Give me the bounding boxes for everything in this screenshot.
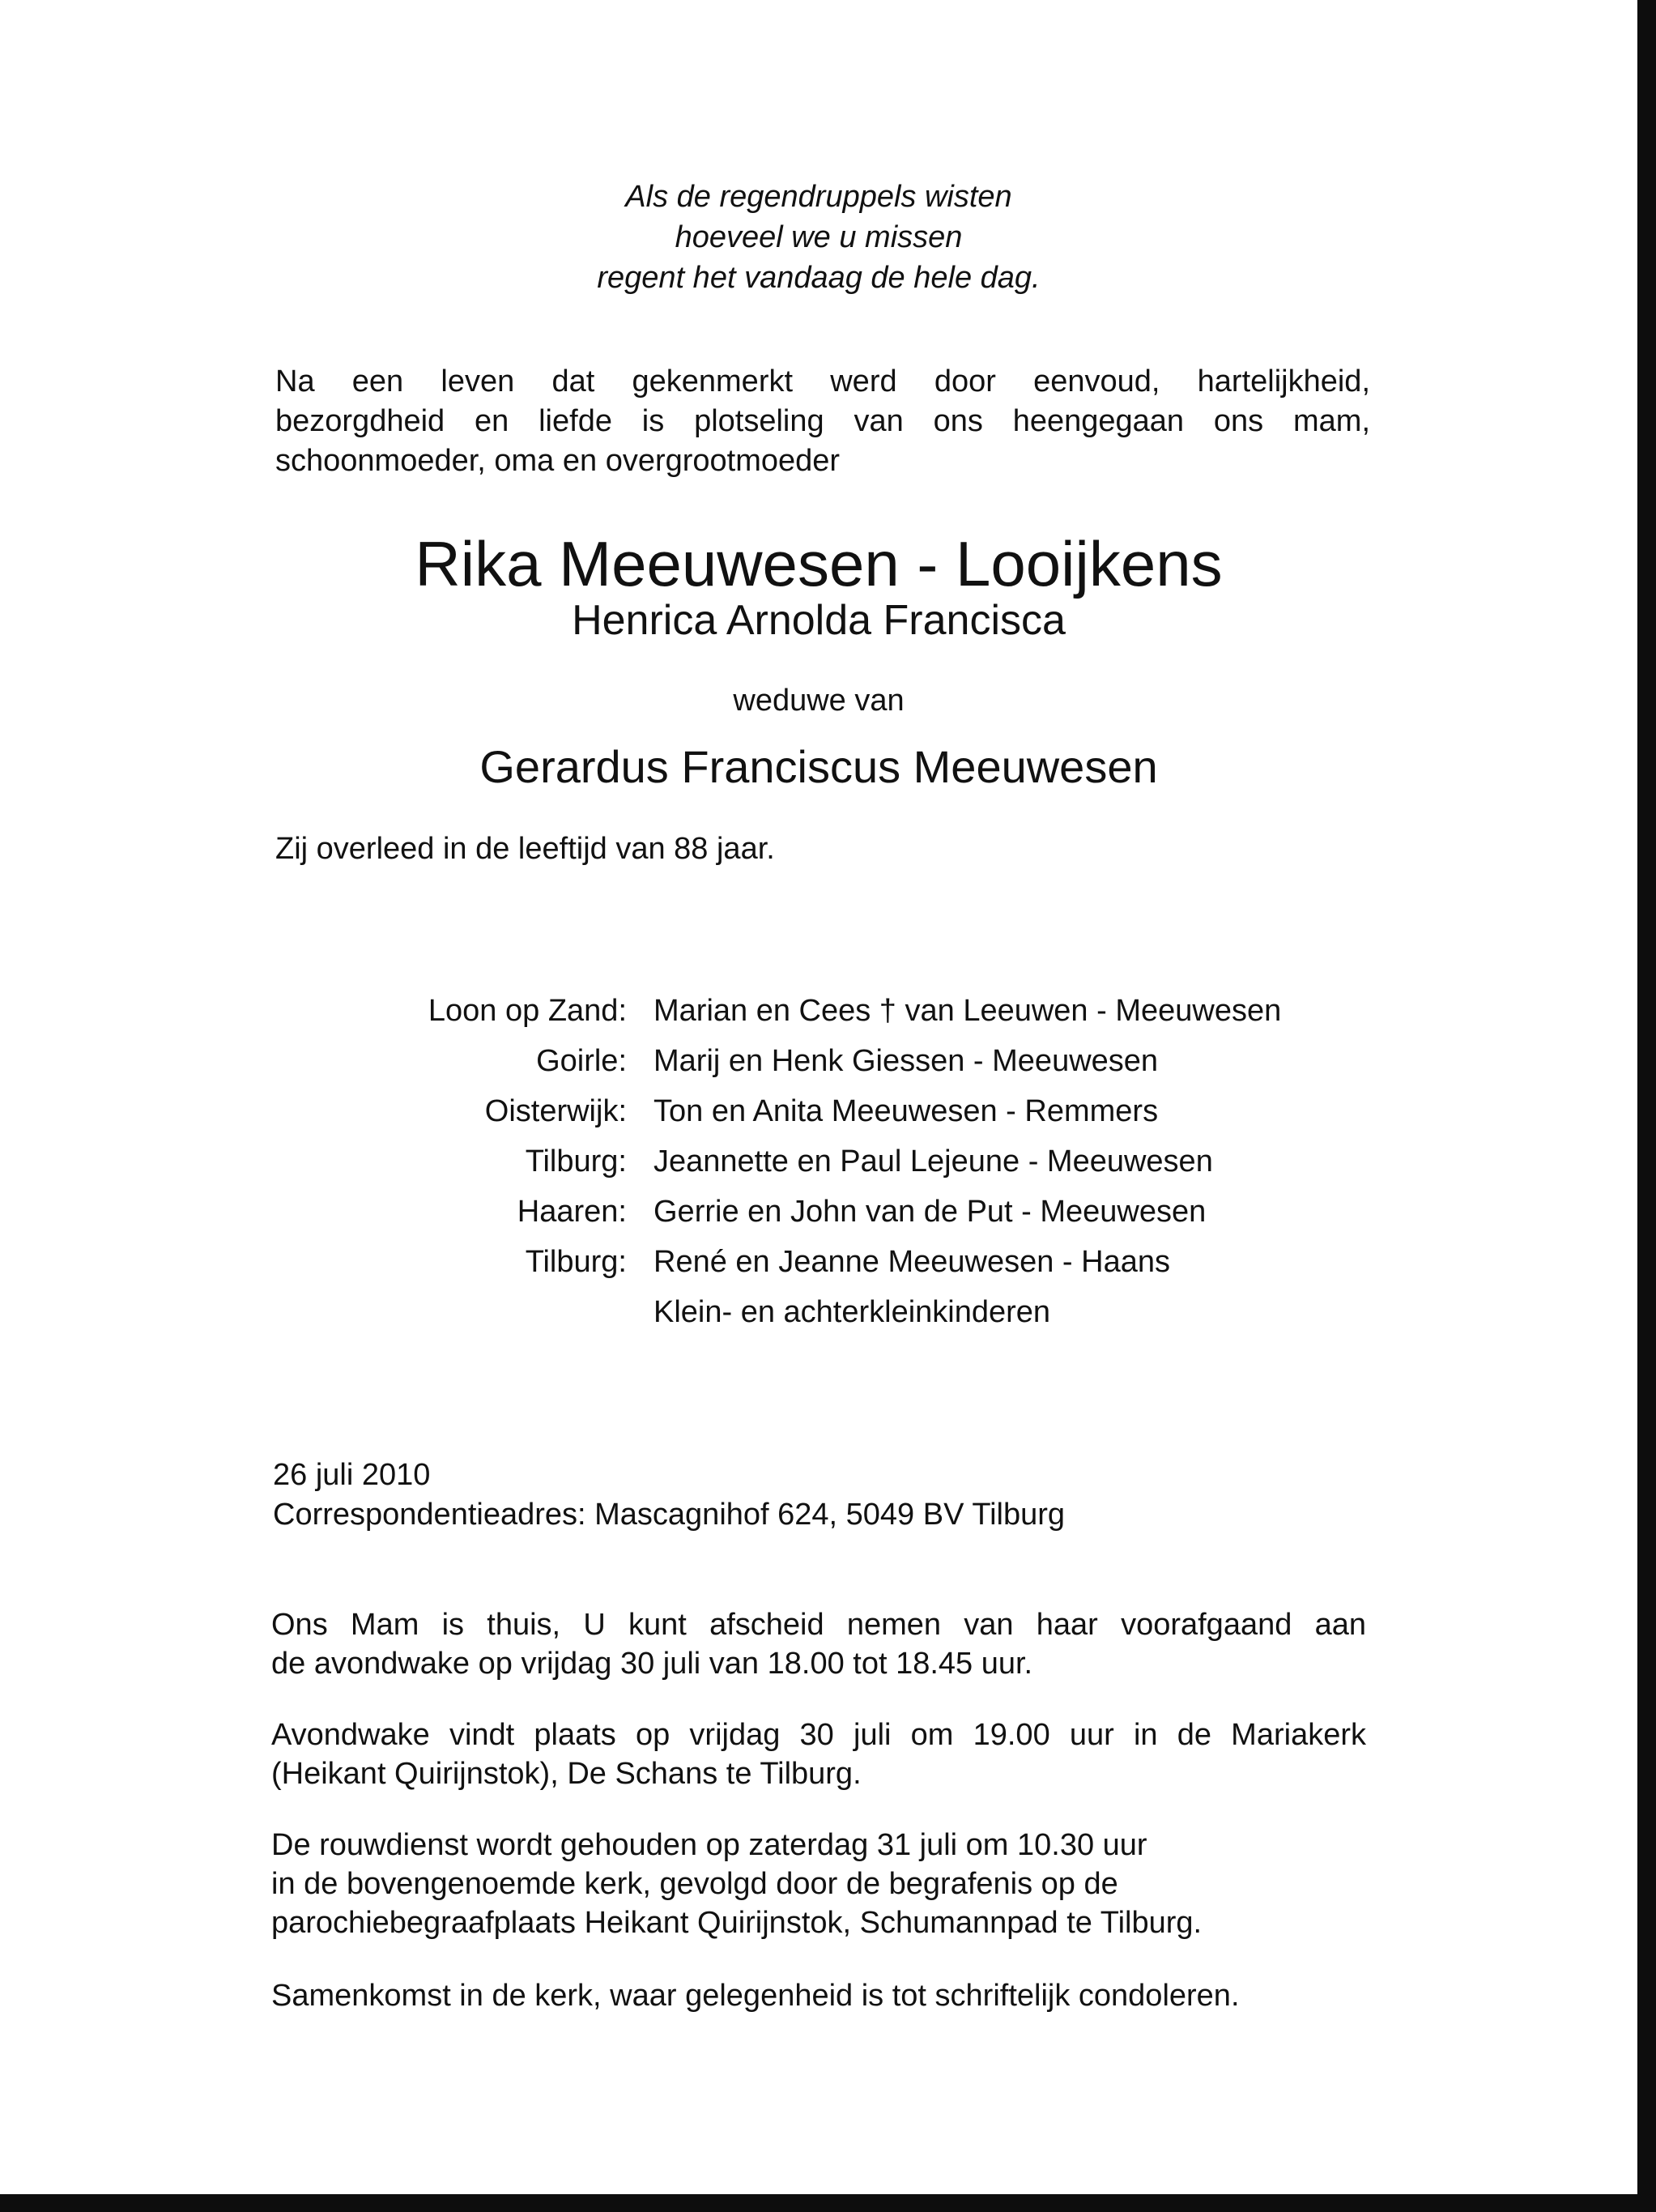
date-address-block — [273, 1455, 1065, 1535]
poem-line: Als de regendruppels wisten — [625, 180, 1012, 214]
date: 26 juli 2010 — [273, 1458, 431, 1492]
paragraph-line: Avondwake vindt plaats op vrijdag 30 juli om 19.00 uur in de Mariakerk — [271, 1718, 1366, 1752]
scan-border-right — [1637, 0, 1656, 2212]
intro-text — [275, 362, 1370, 481]
intro-line: schoonmoeder, oma en overgrootmoeder — [275, 444, 841, 478]
poem — [0, 177, 1637, 298]
family-place: Goirle: — [536, 1044, 627, 1078]
family-row — [0, 1292, 1637, 1342]
paragraph-line: De rouwdienst wordt gehouden op zaterdag 31 juli om 10.30 uur — [271, 1828, 1147, 1862]
widow-label: weduwe van — [733, 684, 905, 718]
intro-line: Na een leven dat gekenmerkt werd door eenvoud, hartelijkheid, — [275, 364, 1370, 399]
family-row — [0, 1191, 1637, 1242]
poem-line: hoeveel we u missen — [675, 220, 963, 254]
family-row — [0, 1141, 1637, 1191]
deceased-name: Rika Meeuwesen - Looijkens — [415, 528, 1223, 599]
family-names: Marian en Cees † van Leeuwen - Meeuwesen — [653, 994, 1282, 1028]
family-place: Oisterwijk: — [484, 1094, 627, 1128]
family-names: Klein- en achterkleinkinderen — [653, 1295, 1051, 1329]
family-names: Marij en Henk Giessen - Meeuwesen — [653, 1044, 1159, 1078]
family-place: Loon op Zand: — [428, 994, 627, 1028]
family-names: Gerrie en John van de Put - Meeuwesen — [653, 1195, 1207, 1229]
family-names: Jeannette en Paul Lejeune - Meeuwesen — [653, 1144, 1213, 1178]
age-statement: Zij overleed in de leeftijd van 88 jaar. — [275, 832, 775, 866]
paragraph-vigil — [271, 1715, 1366, 1793]
paragraph-line: Samenkomst in de kerk, waar gelegenheid is tot schriftelijk condoleren. — [271, 1979, 1240, 2013]
paragraph-gathering — [271, 1976, 1366, 2015]
intro-line: bezorgdheid en liefde is plotseling van ons heengegaan ons mam, — [275, 404, 1370, 438]
paragraph-line: de avondwake op vrijdag 30 juli van 18.00 tot 18.45 uur. — [271, 1647, 1033, 1681]
family-place: Tilburg: — [525, 1245, 627, 1279]
husband-name: Gerardus Franciscus Meeuwesen — [479, 741, 1158, 792]
family-place: Haaren: — [517, 1195, 627, 1229]
family-row — [0, 991, 1637, 1041]
paragraph-line: in de bovengenoemde kerk, gevolgd door de begrafenis op de — [271, 1867, 1118, 1901]
paragraph-line: (Heikant Quirijnstok), De Schans te Tilburg. — [271, 1757, 862, 1791]
family-names: René en Jeanne Meeuwesen - Haans — [653, 1245, 1170, 1279]
family-place: Tilburg: — [525, 1144, 627, 1178]
family-row — [0, 1041, 1637, 1091]
correspondence-address: Correspondentieadres: Mascagnihof 624, 5049 BV Tilburg — [273, 1498, 1066, 1532]
family-row — [0, 1242, 1637, 1292]
paragraph-service — [271, 1826, 1366, 1942]
poem-line: regent het vandaag de hele dag. — [597, 261, 1041, 295]
family-row — [0, 1091, 1637, 1141]
family-names: Ton en Anita Meeuwesen - Remmers — [653, 1094, 1159, 1128]
paragraph-line: Ons Mam is thuis, U kunt afscheid nemen van haar voorafgaand aan — [271, 1608, 1366, 1642]
scan-border-bottom — [0, 2194, 1656, 2212]
paragraph-viewing — [271, 1605, 1366, 1683]
paragraph-line: parochiebegraafplaats Heikant Quirijnstok, Schumannpad te Tilburg. — [271, 1906, 1203, 1940]
deceased-given-names: Henrica Arnolda Francisca — [572, 597, 1066, 644]
family-list — [0, 991, 1637, 1342]
